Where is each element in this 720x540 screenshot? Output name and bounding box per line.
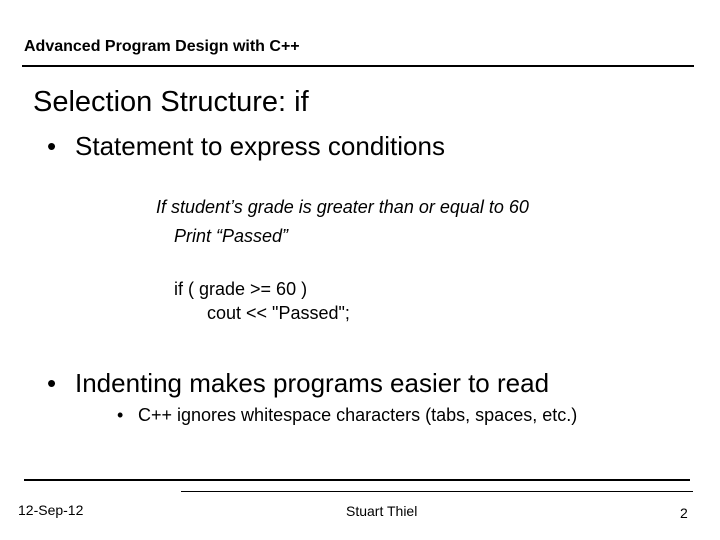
course-title: Advanced Program Design with C++	[24, 38, 300, 55]
sub-bullet-text: C++ ignores whitespace characters (tabs, spaces, etc.)	[138, 405, 578, 425]
footer-author: Stuart Thiel	[346, 503, 418, 519]
bullet-item	[47, 131, 445, 162]
bullet-item	[47, 368, 549, 399]
footer-divider-thin	[181, 491, 693, 492]
code-line: cout << "Passed";	[207, 303, 350, 323]
footer-date: 12-Sep-12	[18, 502, 84, 518]
bullet-text: Indenting makes programs easier to read	[75, 368, 550, 398]
code-line: if ( grade >= 60 )	[174, 279, 308, 299]
bullet-marker: •	[47, 131, 57, 161]
bullet-text: Statement to express conditions	[75, 131, 445, 161]
page-number: 2	[680, 505, 688, 521]
sub-bullet-item	[117, 405, 577, 426]
sub-bullet-marker: •	[117, 405, 124, 425]
footer-divider	[24, 479, 690, 481]
pseudocode-line: Print “Passed”	[174, 226, 289, 246]
header-divider	[22, 65, 694, 67]
bullet-marker: •	[47, 368, 57, 398]
pseudocode-line: If student’s grade is greater than or equal to 60	[156, 197, 529, 217]
slide-title: Selection Structure: if	[33, 86, 309, 118]
